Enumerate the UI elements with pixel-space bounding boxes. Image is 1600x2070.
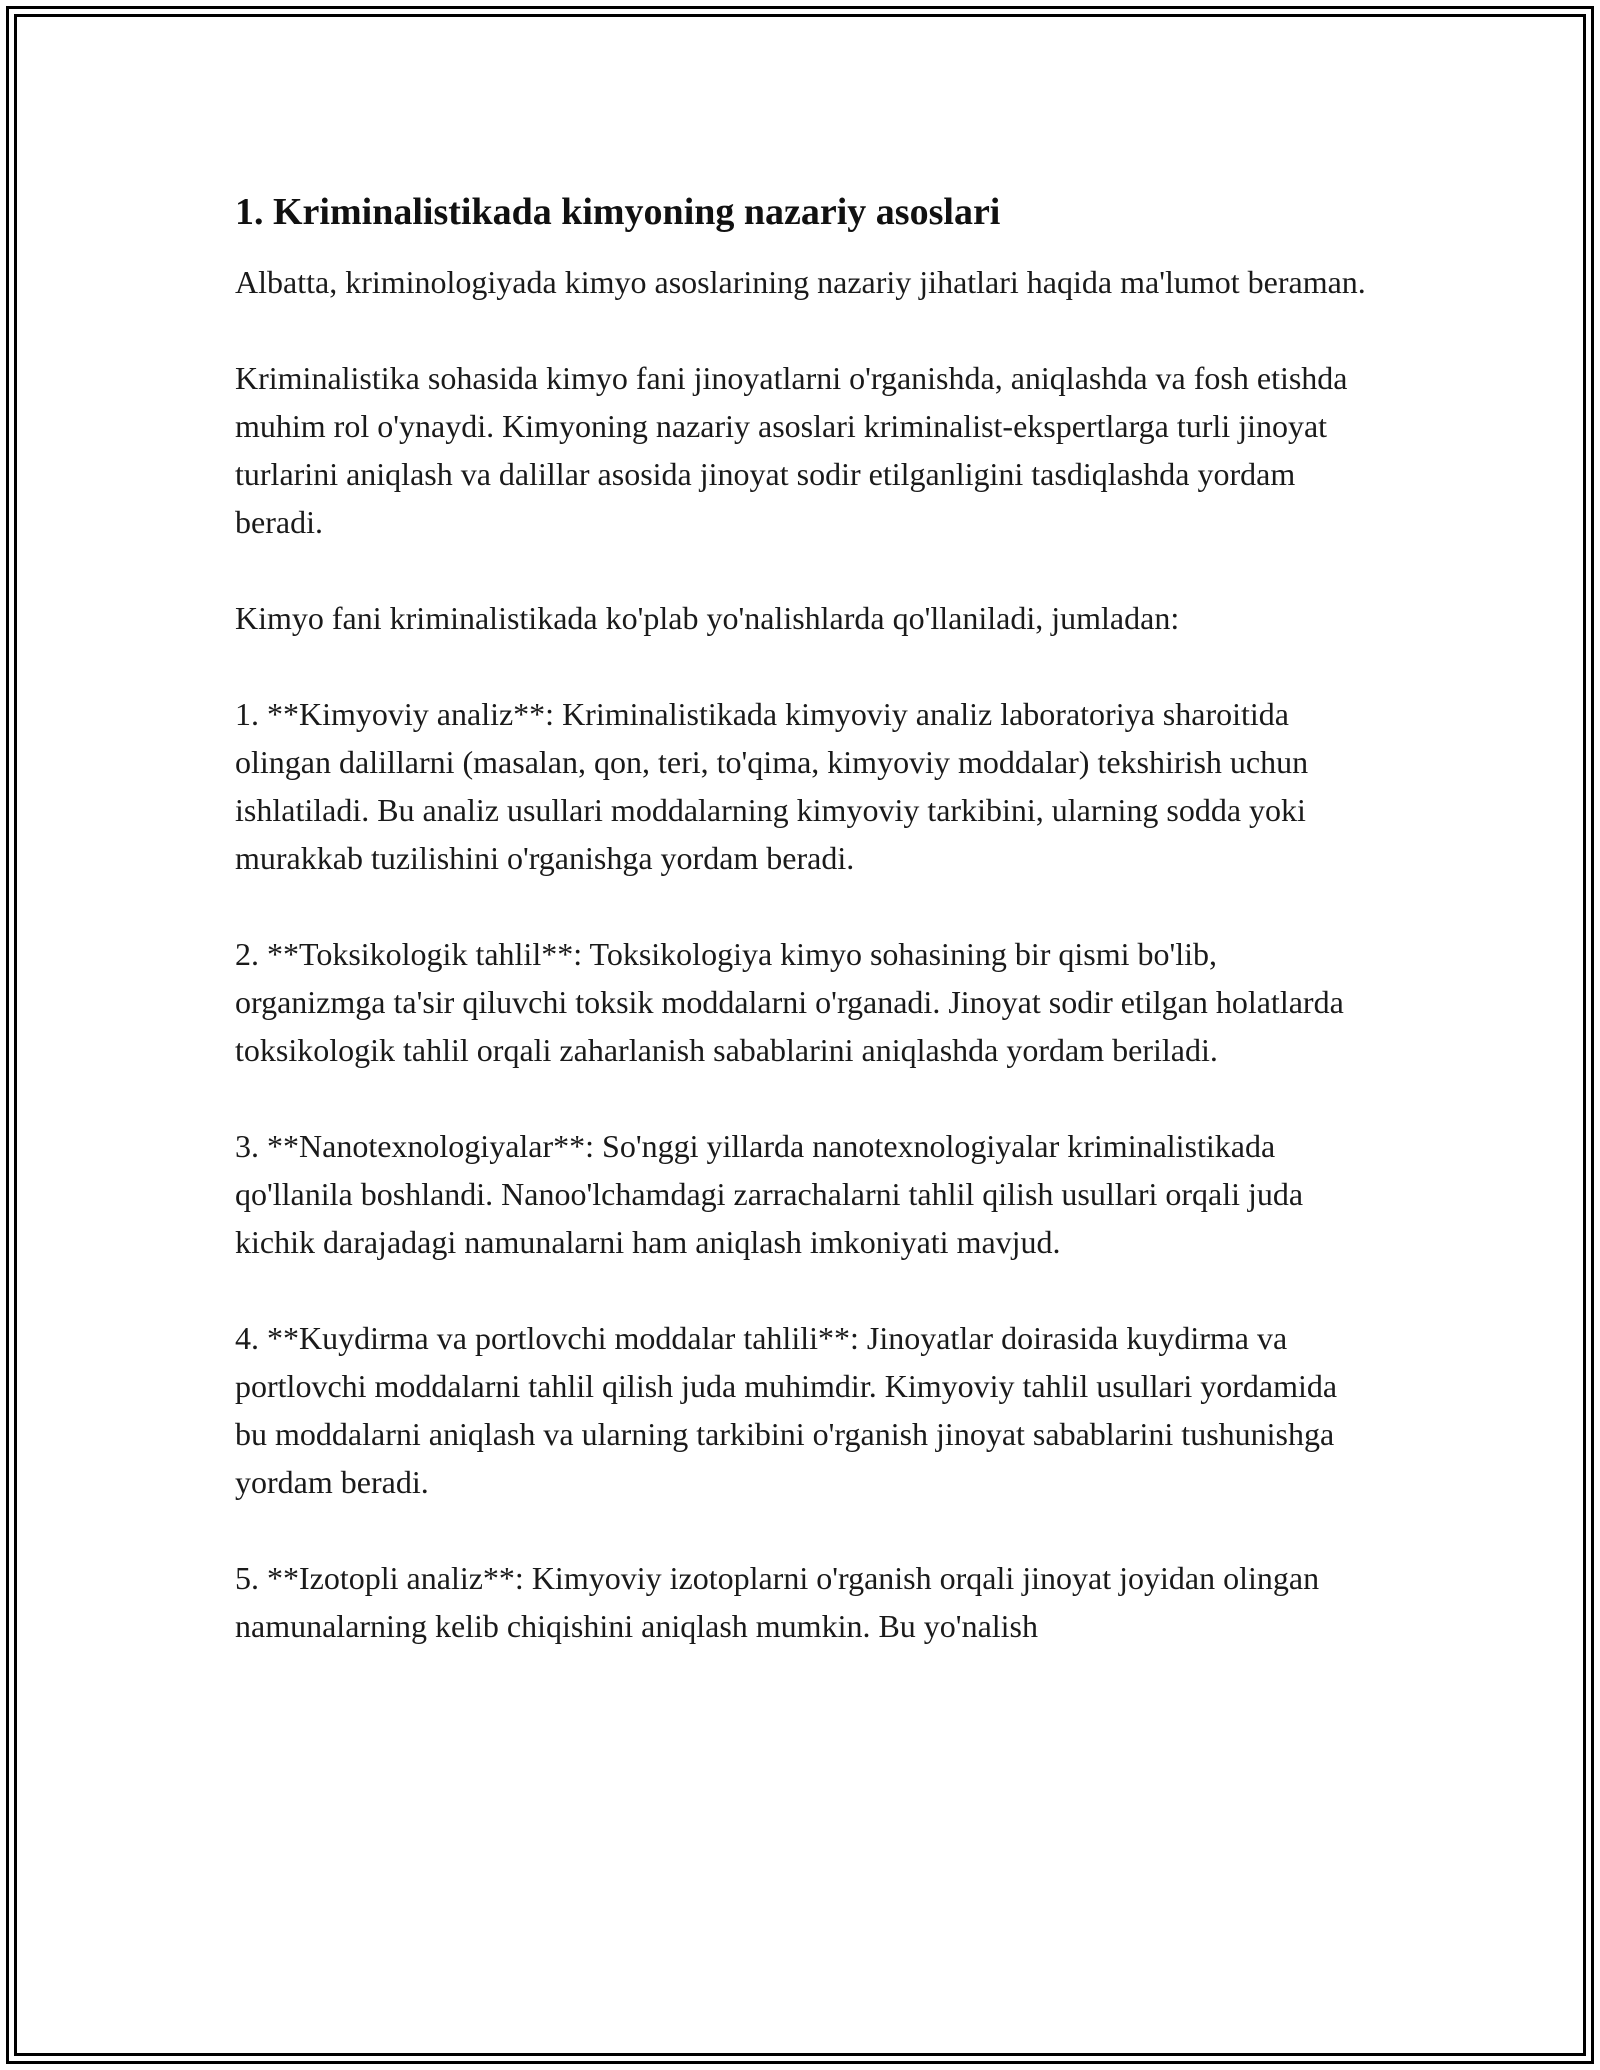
list-item-chemical-analysis: 1. **Kimyoviy analiz**: Kriminalistikada kimyoviy analiz laboratoriya sharoitida olingan dalillarni (masalan, qon, teri, to'qima, kimyoviy moddalar) tekshirish uchun ishlatiladi. Bu analiz usullari moddalarning kimyoviy tarkibini, ularning sodda yoki murakkab tuzilishini o'rganishga yordam beradi. [235,696,1309,876]
list-item-nanotechnology: 3. **Nanotexnologiyalar**: So'nggi yillarda nanotexnologiyalar kriminalistikada qo'llanila boshlandi. Nanoo'lchamdagi zarrachalarni tahlil qilish usullari orqali juda kichik darajadagi namunalarni ham aniqlash imkoniyati mavjud. [235,1128,1304,1260]
list-item-explosives: 4. **Kuydirma va portlovchi moddalar tahlili**: Jinoyatlar doirasida kuydirma va portlovchi moddalarni tahlil qilish juda muhimdir. Kimyoviy tahlil usullari yordamida bu moddalarni aniqlash va ularning tarkibini o'rganish jinoyat sabablarini tushunishga yordam beradi. [235,1320,1338,1500]
list-item-isotope-analysis: 5. **Izotopli analiz**: Kimyoviy izotoplarni o'rganish orqali jinoyat joyidan olingan namunalarning kelib chiqishini aniqlash mumkin. Bu yo'nalish [235,1560,1320,1644]
list-intro-paragraph: Kimyo fani kriminalistikada ko'plab yo'nalishlarda qo'llaniladi, jumladan: [235,600,1180,636]
list-item-toxicology: 2. **Toksikologik tahlil**: Toksikologiya kimyo sohasining bir qismi bo'lib, organizmga ta'sir qiluvchi toksik moddalarni o'rganadi. Jinoyat sodir etilgan holatlarda toksikologik tahlil orqali zaharlanish sabablarini aniqlashda yordam beriladi. [235,936,1344,1068]
section-heading: 1. Kriminalistikada kimyoning nazariy asoslari [235,191,1001,233]
document-body [235,188,1375,1698]
intro-paragraph: Albatta, kriminologiyada kimyo asoslarining nazariy jihatlari haqida ma'lumot beraman. [235,264,1366,300]
overview-paragraph: Kriminalistika sohasida kimyo fani jinoyatlarni o'rganishda, aniqlashda va fosh etishda muhim rol o'ynaydi. Kimyoning nazariy asoslari kriminalist-ekspertlarga turli jinoyat turlarini aniqlash va dalillar asosida jinoyat sodir etilganligini tasdiqlashda yordam beradi. [235,360,1348,540]
